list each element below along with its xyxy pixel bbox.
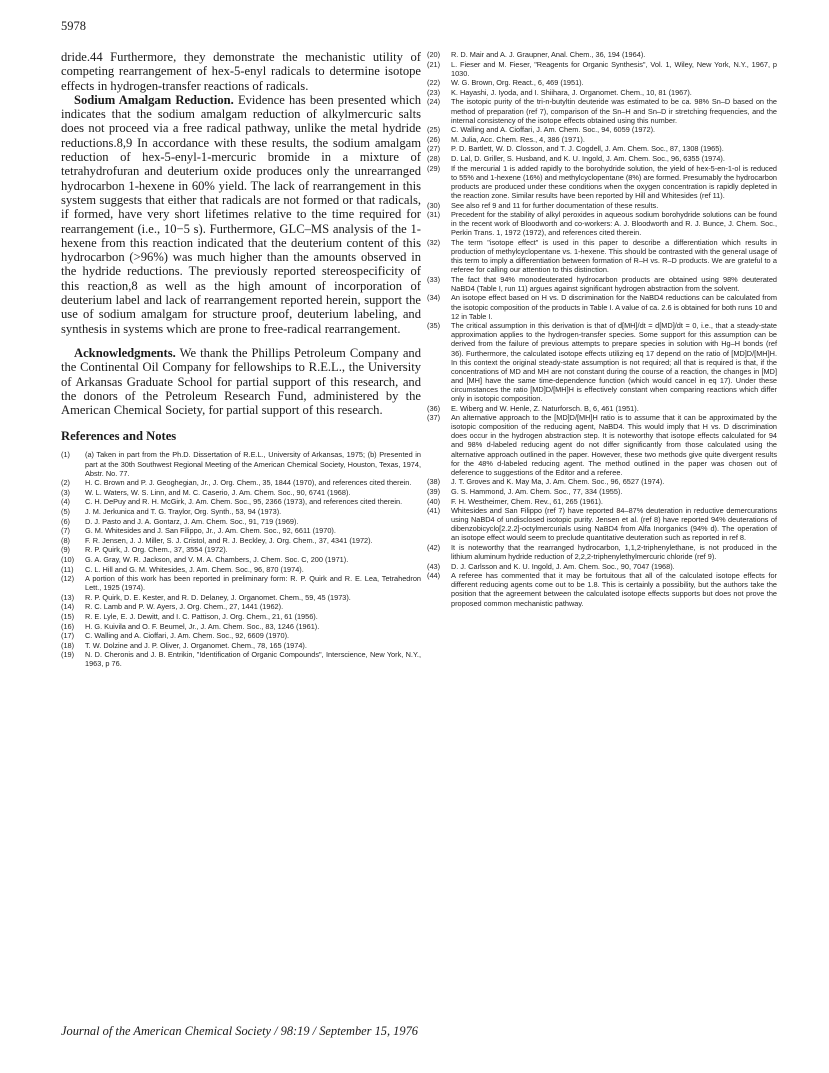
paragraph-text: Evidence has been presented which indicates that the sodium amalgam reduction of alkylmercuric salts does not proceed via a free radical pathway, unlike the metal hydride reductions.8,9 In accordance with these results, the sodium amalgam reduction of hex-5-enyl-1-mercuric bromide in a mixture of tetrahydrofuran and deuterium oxide produces only the unrearranged hydrocarbon 1-hexene in 60% yield. The lack of rearrangement in this system suggests that either that radicals are not formed or that radicals, if formed, have very short lifetimes relative to the time required for rearrangement (i.e., 10−5 s). Furthermore, GLC–MS analysis of the 1-hexene from this reaction indicated that the deuterium content of this hydrocarbon (>96%) was much higher than the amounts observed in the hydride reductions. The previously reported stereospecificity of this reaction,8 as well as the high amount of incorporation of deuterium label and lack of rearrangement reported herein, support the use of sodium amalgam for structure proof, deuterium labeling, and synthesis in systems which are prone to free-radical rearrangement. [61,92,421,336]
reference-text: The critical assumption in this derivation is that of d[MH]/dt = d[MD]/dt = 0, i.e., that a steady-state approximation applies to the hydrogen-transfer species. Some support for this assumption can be derived from the failure of previous attempts to prepare species in solution with Hg–H bonds (ref 36). Furthermore, the calculated isotope effects utilizing eq 17 depend on the ratio of [MD]D/[MH]H. In this context the original steady-state assumption is not required; all that is required is that, if the concentrations of MD and MH are not constant during the course of a reaction, the changes in [MD] and [MH] have the same time-dependence function (which would cancel in eq 17). Under these circumstances the ratio [MD]D/[MH]H is effectively constant when comparing reactions which differ only in isotopic composition. [451,321,777,403]
reference-item [427,238,777,274]
reference-number: (39) [427,486,441,496]
reference-text: C. H. DePuy and R. H. McGirk, J. Am. Chem. Soc., 95, 2366 (1973), and references cited therein. [85,497,403,507]
reference-number: (21) [427,59,441,69]
reference-number: (32) [427,237,441,247]
reference-item [427,562,777,571]
reference-item [427,154,777,163]
reference-number: (17) [61,631,75,641]
references-heading: References and Notes [61,429,177,444]
reference-text: C. Walling and A. Cioffari, J. Am. Chem. Soc., 92, 6609 (1970). [85,631,290,641]
run-in-heading: Acknowledgments. [74,345,176,360]
reference-number: (23) [427,87,441,97]
reference-number: (14) [61,602,75,612]
reference-number: (18) [61,640,75,650]
reference-text: W. G. Brown, Org. React., 6, 469 (1951). [451,78,584,88]
reference-text: R. D. Mair and A. J. Graupner, Anal. Chem., 36, 194 (1964). [451,50,646,59]
reference-item [427,135,777,144]
reference-number: (13) [61,592,75,602]
reference-item [61,612,421,621]
reference-item [61,478,421,487]
reference-number: (41) [427,506,441,516]
reference-item [61,650,421,668]
reference-item [427,50,777,59]
left-column [61,50,421,669]
reference-text: M. Julia, Acc. Chem. Res., 4, 386 (1971). [451,134,585,144]
reference-number: (11) [61,564,74,574]
reference-text: G. S. Hammond, J. Am. Chem. Soc., 77, 334 (1955). [451,486,623,496]
reference-number: (1) [61,450,70,460]
reference-text: An isotope effect based on H vs. D discrimination for the NaBD4 reductions can be calculated from the isotopic composition of the products in Table I. A value of ca. 2.6 is obtained for both runs 10 and 12 in Table I. [451,293,777,321]
reference-text: If the mercurial 1 is added rapidly to the borohydride solution, the yield of hex-5-en-1-ol is reduced to 55% and 1-hexene (16%) and methylcyclopentane (8%) are formed. Presumably the hydrocarbon products are produced under these conditions when the oxygen concentration is rapidly depleted in the reaction zone. Similar results have been reported by Hill and Whitesides (ref 11). [451,163,777,200]
reference-number: (27) [427,144,441,154]
references-list-left [61,450,421,668]
reference-number: (20) [427,50,441,59]
reference-number: (37) [427,413,441,423]
reference-text: R. P. Quirk, J. Org. Chem., 37, 3554 (1972). [85,545,228,555]
reference-item [61,602,421,611]
reference-item [427,293,777,320]
reference-text: D. J. Pasto and J. A. Gontarz, J. Am. Chem. Soc., 91, 719 (1969). [85,516,299,526]
reference-text: Whitesides and San Filippo (ref 7) have reported 84–87% deuteration in reductive demercurations using NaBD4 of undisclosed isotopic purity. Jensen et al. (ref 8) have reported 94% deuterations of dibenzobicyclo[2.2.2]-octylmercurials using NaBD4 from Alfa Inorganics (94% d). The operation of an isotope effect would seem to preclude quantitative deuteration such as reported in ref 8. [451,506,777,543]
reference-text: C. Walling and A. Cioffari, J. Am. Chem. Soc., 94, 6059 (1972). [451,125,656,135]
reference-text: F. H. Westheimer, Chem. Rev., 61, 265 (1961). [451,496,603,506]
reference-text: F. R. Jensen, J. J. Miller, S. J. Cristol, and R. J. Beckley, J. Org. Chem., 37, 4341 (1972). [85,535,373,545]
reference-item [61,497,421,506]
reference-number: (40) [427,496,441,506]
paragraph-text: We thank the Phillips Petroleum Company and the Continental Oil Company for fellowships to R.E.L., the University of Arkansas Graduate School for partial support of this research, and the donors of the Petroleum Research Fund, administered by the American Chemical Society, for partial support of this research. [61,345,421,418]
reference-item [427,144,777,153]
reference-text: A referee has commented that it may be fortuitous that all of the calculated isotope effects for different reducing agents come out to be 1.8. This is certainly a possibility, but the authors take the position that the agreement between the calculated isotope effects supports but does not prove the proposed common mechanistic pathway. [451,571,777,608]
reference-item [427,497,777,506]
reference-item [427,506,777,542]
reference-item [61,641,421,650]
reference-text: P. D. Bartlett, W. D. Closson, and T. J. Cogdell, J. Am. Chem. Soc., 87, 1308 (1965). [451,144,724,154]
reference-text: The isotopic purity of the tri-n-butyltin deuteride was estimated to be ca. 98% Sn–D based on the method of preparation (ref 7), comparison of the Sn–H and Sn–D ir stretching frequencies, and the internal consistency of the isotope effects obtained using this number. [451,97,777,125]
paragraph-continuation: dride.44 Furthermore, they demonstrate the mechanistic utility of competing rearrangement of hex-5-enyl radicals to determine isotope effects in hydrogen-transfer reactions of radicals. [61,50,421,93]
reference-number: (42) [427,542,441,552]
reference-item [427,164,777,200]
reference-text: A portion of this work has been reported in preliminary form: R. P. Quirk and R. E. Lea, Tetrahedron Lett., 1925 (1974). [85,574,421,593]
reference-number: (2) [61,478,70,488]
reference-item [427,571,777,607]
reference-item [427,477,777,486]
reference-item [61,593,421,602]
reference-item [427,210,777,237]
reference-item [61,526,421,535]
reference-number: (38) [427,477,441,487]
reference-number: (12) [61,574,75,584]
reference-text: R. C. Lamb and P. W. Ayers, J. Org. Chem., 27, 1441 (1962). [85,602,284,612]
reference-text: C. L. Hill and G. M. Whitesides, J. Am. Chem. Soc., 96, 870 (1974). [85,564,304,574]
reference-number: (5) [61,506,70,516]
reference-item [61,555,421,564]
page-number: 5978 [61,19,86,33]
reference-number: (30) [427,200,441,210]
right-column [427,50,777,608]
reference-item [427,88,777,97]
reference-text: H. G. Kuivila and O. F. Beumel, Jr., J. Am. Chem. Soc., 83, 1246 (1961). [85,621,320,631]
reference-text: See also ref 9 and 11 for further documentation of these results. [451,200,659,210]
reference-text: It is noteworthy that the rearranged hydrocarbon, 1,1,2-triphenylethane, is not produced in the lithium aluminum hydride reduction of 2,2,2-triphenylethylmercuric chloride (ref 9). [451,542,777,562]
reference-number: (8) [61,535,70,545]
reference-text: An alternative approach to the [MD]D/[MH]H ratio is to assume that it can be approximated by the isotopic composition of the reducing agent, NaBD4. This would imply that H vs. D discrimination does occur in the hydrogen abstraction step. It is noteworthy that isotope effects calculated for 94 and 98% d-labeled reducing agent do not differ significantly from those calculated using the alternative approach outlined in the paper. However, these two methods give quite divergent results for the 48% d-labeled reducing agent. The method outlined in the paper was chosen out of deference to suggestions of the Editor and a referee. [451,413,777,477]
reference-text: K. Hayashi, J. Iyoda, and I. Shiihara, J. Organomet. Chem., 10, 81 (1967). [451,87,692,97]
reference-number: (35) [427,321,441,331]
reference-text: J. T. Groves and K. May Ma, J. Am. Chem. Soc., 96, 6527 (1974). [451,477,665,487]
references-list-right [427,50,777,608]
reference-number: (44) [427,571,441,581]
reference-number: (36) [427,403,441,413]
reference-number: (26) [427,134,441,144]
reference-number: (24) [427,97,441,107]
body-text [61,50,421,417]
reference-text: G. M. Whitesides and J. San Filippo, Jr., J. Am. Chem. Soc., 92, 6611 (1970). [85,526,336,536]
reference-number: (25) [427,125,441,135]
reference-number: (28) [427,154,441,164]
reference-item [427,275,777,293]
reference-number: (10) [61,554,75,564]
reference-item [427,97,777,124]
reference-item [427,404,777,413]
reference-item [61,517,421,526]
reference-number: (9) [61,545,70,555]
reference-number: (34) [427,293,441,303]
reference-item [61,631,421,640]
reference-number: (4) [61,497,70,507]
journal-footer: Journal of the American Chemical Society / 98:19 / September 15, 1976 [61,1024,418,1038]
reference-text: L. Fieser and M. Fieser, "Reagents for Organic Synthesis", Vol. 1, Wiley, New York, N.Y., 1967, p 1030. [451,59,777,78]
reference-item [61,507,421,516]
reference-item [427,60,777,78]
reference-number: (43) [427,561,441,571]
reference-text: J. M. Jerkunica and T. G. Traylor, Org. Synth., 53, 94 (1973). [85,506,282,516]
reference-number: (6) [61,516,70,526]
reference-number: (33) [427,274,441,284]
reference-item [427,125,777,134]
reference-item [61,450,421,477]
reference-text: The term "isotope effect" is used in this paper to describe a differentiation which results in production of methylcyclopentane vs. 1-hexene. This should be contrasted with the general usage of this term to imply a differentiation between formation of R–H vs. R–D products. We are grateful to a referee for calling our attention to this distinction. [451,237,777,275]
reference-number: (3) [61,487,70,497]
reference-item [61,545,421,554]
reference-text: E. Wiberg and W. Henle, Z. Naturforsch. B, 6, 461 (1951). [451,403,639,413]
reference-number: (31) [427,210,441,220]
reference-text: D. J. Carlsson and K. U. Ingold, J. Am. Chem. Soc., 90, 7047 (1968). [451,561,675,571]
reference-number: (15) [61,612,75,622]
reference-text: R. E. Lyle, E. J. Dewitt, and I. C. Pattison, J. Org. Chem., 21, 61 (1956). [85,612,318,622]
reference-item [427,321,777,403]
reference-text: H. C. Brown and P. J. Geoghegian, Jr., J. Org. Chem., 35, 1844 (1970), and references cited therein. [85,478,412,488]
reference-text: R. P. Quirk, D. E. Kester, and R. D. Delaney, J. Organomet. Chem., 59, 45 (1973). [85,592,351,602]
reference-item [427,201,777,210]
reference-text: (a) Taken in part from the Ph.D. Dissertation of R.E.L., University of Arkansas, 1975; (b) Presented in part at the 30th Southwest Regional Meeting of the American Chemical Society, Houston, Texas, 1974, Abstr. No. 77. [85,450,421,478]
reference-number: (19) [61,650,75,660]
paragraph-sodium-amalgam [61,93,421,336]
reference-text: W. L. Waters, W. S. Linn, and M. C. Caserio, J. Am. Chem. Soc., 90, 6741 (1968). [85,487,351,497]
reference-item [427,543,777,561]
paragraph-acknowledgments [61,346,421,417]
reference-text: T. W. Dolzine and J. P. Oliver, J. Organomet. Chem., 78, 165 (1974). [85,640,307,650]
reference-text: The fact that 94% monodeuterated hydrocarbon products are obtained using 98% deuterated NaBD4 (Table I, run 11) argues against significant hydrogen abstraction from the solvent. [451,274,777,293]
reference-item [427,413,777,477]
reference-item [427,487,777,496]
reference-number: (22) [427,78,441,88]
reference-item [61,622,421,631]
run-in-heading: Sodium Amalgam Reduction. [74,92,234,107]
reference-item [61,574,421,592]
reference-number: (7) [61,526,70,536]
reference-number: (16) [61,621,75,631]
reference-item [61,536,421,545]
reference-text: G. A. Gray, W. R. Jackson, and V. M. A. Chambers, J. Chem. Soc. C, 200 (1971). [85,554,349,564]
reference-text: Precedent for the stability of alkyl peroxides in aqueous sodium borohydride solutions can be found in the recent work of Bloodworth and co-workers: A. J. Bloodworth and R. J. Bunce, J. Chem. Soc., Perkin Trans. 1, 1972 (1972), and references cited therein. [451,210,777,238]
reference-text: D. Lal, D. Griller, S. Husband, and K. U. Ingold, J. Am. Chem. Soc., 96, 6355 (1974). [451,154,725,164]
reference-item [427,78,777,87]
reference-item [61,565,421,574]
reference-text: N. D. Cheronis and J. B. Entrikin, "Identification of Organic Compounds", Interscience, New York, N.Y., 1963, p 76. [85,650,421,669]
reference-item [61,488,421,497]
reference-number: (29) [427,163,441,173]
